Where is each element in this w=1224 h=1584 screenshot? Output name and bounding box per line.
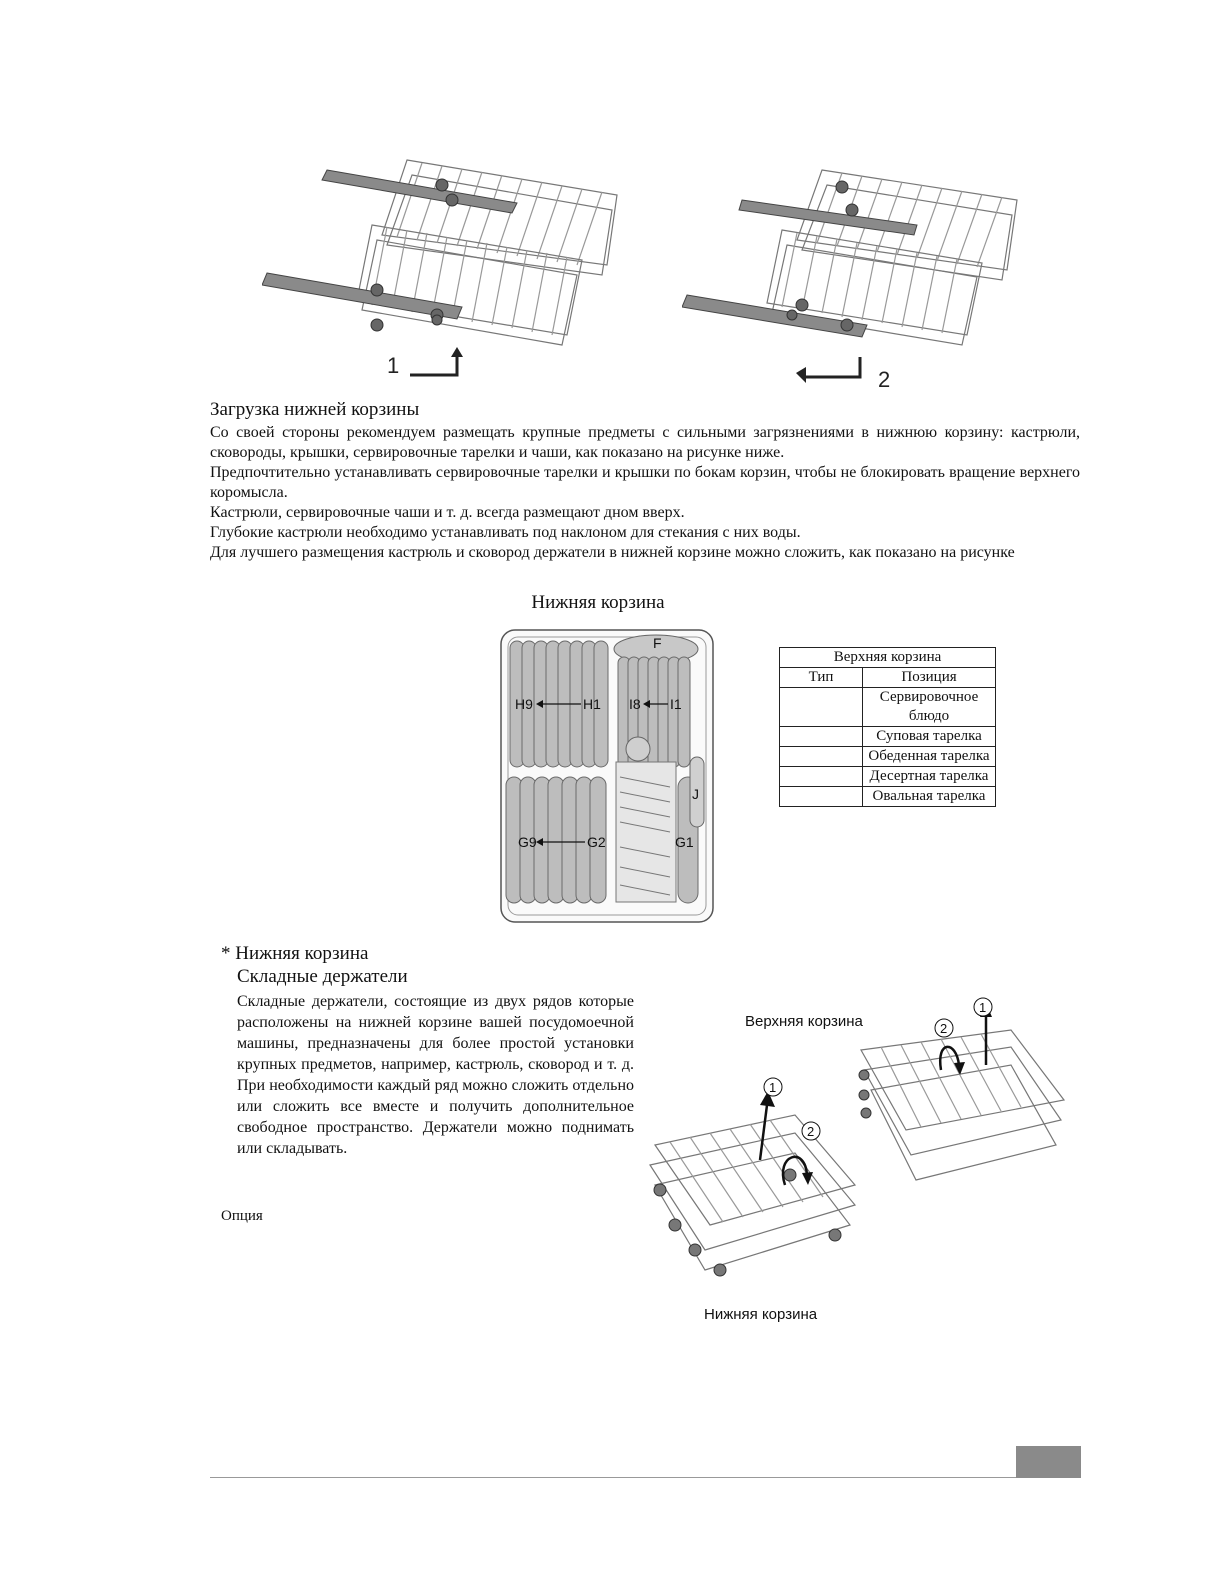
label-I1: I1: [670, 696, 682, 712]
paragraph: Кастрюли, сервировочные чаши и т. д. всегда размещают дном вверх.: [210, 504, 685, 521]
lower-basket-folding-figure: [645, 1075, 860, 1285]
cell-type: [780, 767, 863, 787]
rack-height-adjust-figure-1: [262, 155, 627, 385]
cell-position: Десертная тарелка: [863, 767, 996, 787]
lower-basket-instructions: [210, 423, 1080, 563]
label-J: J: [692, 786, 699, 802]
step-1-label: 1: [387, 353, 400, 378]
label-G9: G9: [518, 834, 537, 850]
upper-basket-figure-label: Верхняя корзина: [745, 1013, 863, 1030]
cell-position: Овальная тарелка: [863, 787, 996, 807]
lower-basket-layout-diagram: [498, 627, 716, 925]
circle-number-1: 1: [979, 1000, 987, 1015]
cell-position: Суповая тарелка: [863, 727, 996, 747]
label-I8: I8: [629, 696, 641, 712]
page-number-tab: [1016, 1446, 1081, 1478]
upper-basket-table: [779, 647, 996, 807]
upper-basket-folding-figure: [856, 995, 1068, 1190]
folding-holders-description: Складные держатели, состоящие из двух рядов которые расположены на нижней корзине вашей посудомоечной машины, предназначены для более простой установки крупных предметов, например, кастрюль, сковород и т. д. При необходимости каждый ряд можно сложить отдельно или сложить все вместе и получить дополнительное свободное пространство. Держатели можно поднимать или складывать.: [237, 993, 634, 1157]
cell-type: [780, 747, 863, 767]
footer-divider: [210, 1477, 1080, 1478]
lower-basket-diagram-caption: Нижняя корзина: [531, 592, 665, 613]
cell-type: [780, 688, 863, 727]
step-2-label: 2: [878, 367, 891, 392]
circle-number-1: 1: [769, 1080, 777, 1095]
lower-basket-figure-label: Нижняя корзина: [704, 1306, 818, 1323]
circle-number-2: 2: [940, 1021, 948, 1036]
cell-type: [780, 727, 863, 747]
label-G2: G2: [587, 834, 606, 850]
paragraph: Предпочтительно устанавливать сервировочные тарелки и крышки по бокам корзин, чтобы не блокировать вращение верхнего коромысла.: [210, 464, 1080, 501]
table-title: Верхняя корзина: [780, 648, 996, 668]
table-row: [780, 747, 996, 767]
folding-section-subheading: Складные держатели: [237, 966, 408, 987]
label-G1: G1: [675, 834, 694, 850]
label-H9: H9: [515, 696, 533, 712]
circle-number-2: 2: [807, 1124, 815, 1139]
table-row: [780, 688, 996, 727]
cell-type: [780, 787, 863, 807]
folding-section-heading: * Нижняя корзина: [221, 943, 369, 964]
table-row: [780, 787, 996, 807]
rack-height-adjust-figure-2: [682, 165, 1032, 395]
lower-basket-loading-title: Загрузка нижней корзины: [210, 399, 420, 420]
cell-position: Сервировочное блюдо: [863, 688, 996, 727]
column-header-position: Позиция: [863, 668, 996, 688]
column-header-type: Тип: [780, 668, 863, 688]
cell-position: Обеденная тарелка: [863, 747, 996, 767]
table-row: [780, 767, 996, 787]
paragraph: Для лучшего размещения кастрюль и сковород держатели в нижней корзине можно сложить, как показано на рисунке: [210, 544, 1015, 561]
option-label: Опция: [221, 1208, 263, 1224]
label-H1: H1: [583, 696, 601, 712]
label-F: F: [653, 635, 662, 651]
table-row: [780, 727, 996, 747]
paragraph: Глубокие кастрюли необходимо устанавливать под наклоном для стекания с них воды.: [210, 524, 801, 541]
paragraph: Со своей стороны рекомендуем размещать крупные предметы с сильными загрязнениями в нижнюю корзину: кастрюли, сковороды, крышки, сервировочные тарелки и чаши, как показано на рисунке ниже.: [210, 424, 1080, 461]
